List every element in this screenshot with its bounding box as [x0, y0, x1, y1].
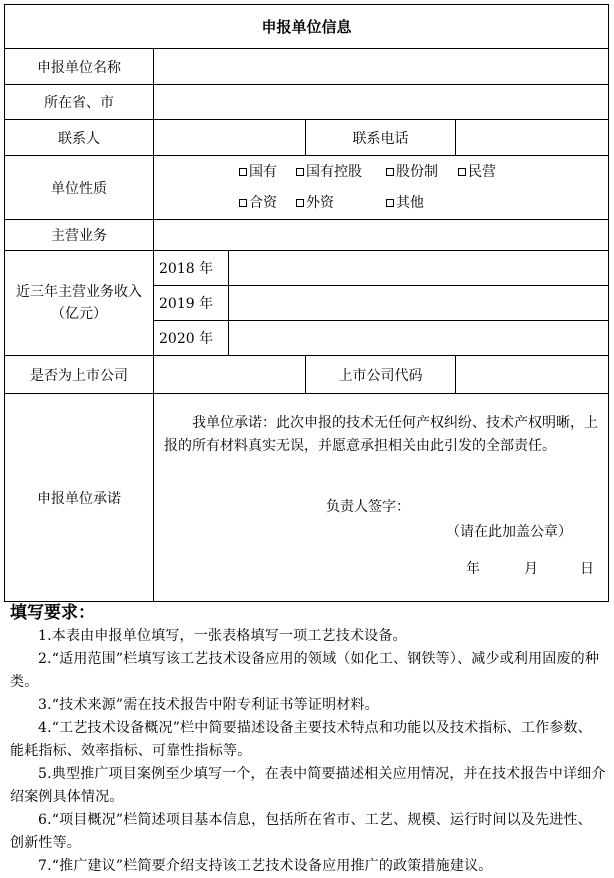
label-unit-name: 申报单位名称 — [5, 49, 154, 85]
pledge-cell — [154, 394, 609, 602]
label-stock-code: 上市公司代码 — [306, 356, 456, 394]
label-contact: 联系人 — [5, 120, 154, 156]
requirement-item: 4.“工艺技术设备概况”栏中简要描述设备主要技术特点和功能以及技术指标、工作参数、能耗指标、效率指标、可靠性指标等。 — [10, 720, 592, 759]
requirement-item: 7.“推广建议”栏简要介绍支持该工艺技术设备应用推广的政策措施建议。 — [38, 858, 493, 874]
year-2020-label: 2020 年 — [154, 321, 229, 356]
year-label: 年 — [466, 561, 480, 577]
unit-name-field[interactable] — [154, 49, 609, 85]
table-title: 申报单位信息 — [5, 5, 609, 49]
option-label: 外资 — [306, 194, 334, 211]
requirement-item: 3.“技术来源”需在技术报告中附专利证书等证明材料。 — [38, 697, 379, 713]
requirement-item: 2.“适用范围”栏填写该工艺技术设备应用的领域（如化工、钢铁等）、减少或利用固废的种类。 — [10, 651, 600, 690]
revenue-2018-field[interactable] — [229, 251, 609, 286]
label-province-city: 所在省、市 — [5, 85, 154, 120]
stock-code-field[interactable] — [456, 356, 609, 394]
signature-label: 负责人签字： — [326, 499, 410, 515]
option-other[interactable] — [386, 188, 424, 219]
requirement-item: 6.“项目概况”栏简述项目基本信息，包括所在省市、工艺、规模、运行时间以及先进性、创新性等。 — [10, 812, 592, 851]
requirement-item: 1.本表由申报单位填写，一张表格填写一项工艺技术设备。 — [38, 628, 407, 644]
year-2019-label: 2019 年 — [154, 286, 229, 321]
revenue-2019-field[interactable] — [229, 286, 609, 321]
label-main-business: 主营业务 — [5, 220, 154, 251]
main-business-field[interactable] — [154, 220, 609, 251]
label-pledge: 申报单位承诺 — [5, 394, 154, 602]
option-label: 其他 — [396, 194, 424, 211]
requirements-heading: 填写要求： — [10, 603, 95, 623]
unit-info-table — [4, 4, 609, 602]
option-private[interactable] — [458, 157, 496, 188]
option-joint-stock[interactable] — [386, 157, 458, 188]
listed-field[interactable] — [154, 356, 306, 394]
date-line — [164, 558, 600, 581]
option-state-owned[interactable] — [239, 157, 296, 188]
checkbox-icon[interactable] — [386, 199, 394, 207]
checkbox-icon[interactable] — [239, 168, 247, 176]
checkbox-icon[interactable] — [239, 199, 247, 207]
option-label: 股份制 — [396, 163, 438, 180]
nature-options — [154, 156, 609, 220]
revenue-2020-field[interactable] — [229, 321, 609, 356]
checkbox-icon[interactable] — [386, 168, 394, 176]
option-label: 国有控股 — [306, 163, 362, 180]
label-listed: 是否为上市公司 — [5, 356, 154, 394]
option-label: 国有 — [249, 163, 277, 180]
seal-note: （请在此加盖公章） — [446, 524, 572, 540]
label-phone: 联系电话 — [306, 120, 456, 156]
checkbox-icon[interactable] — [458, 168, 466, 176]
label-nature: 单位性质 — [5, 156, 154, 220]
checkbox-icon[interactable] — [296, 199, 304, 207]
requirements-section — [10, 601, 606, 878]
year-2018-label: 2018 年 — [154, 251, 229, 286]
phone-field[interactable] — [456, 120, 609, 156]
option-label: 合资 — [249, 194, 277, 211]
province-city-field[interactable] — [154, 85, 609, 120]
option-foreign[interactable] — [296, 188, 386, 219]
option-label: 民营 — [468, 163, 496, 180]
label-revenue: 近三年主营业务收入（亿元） — [5, 251, 154, 356]
option-joint-venture[interactable] — [239, 188, 296, 219]
option-state-controlled[interactable] — [296, 157, 386, 188]
pledge-text: 我单位承诺：此次申报的技术无任何产权纠纷、技术产权明晰，上报的所有材料真实无误，并愿意承担相关由此引发的全部责任。 — [164, 415, 598, 454]
contact-field[interactable] — [154, 120, 306, 156]
day-label: 日 — [580, 561, 594, 577]
month-label: 月 — [524, 561, 538, 577]
checkbox-icon[interactable] — [296, 168, 304, 176]
requirement-item: 5.典型推广项目案例至少填写一个，在表中简要描述相关应用情况，并在技术报告中详细介绍案例具体情况。 — [10, 766, 606, 805]
